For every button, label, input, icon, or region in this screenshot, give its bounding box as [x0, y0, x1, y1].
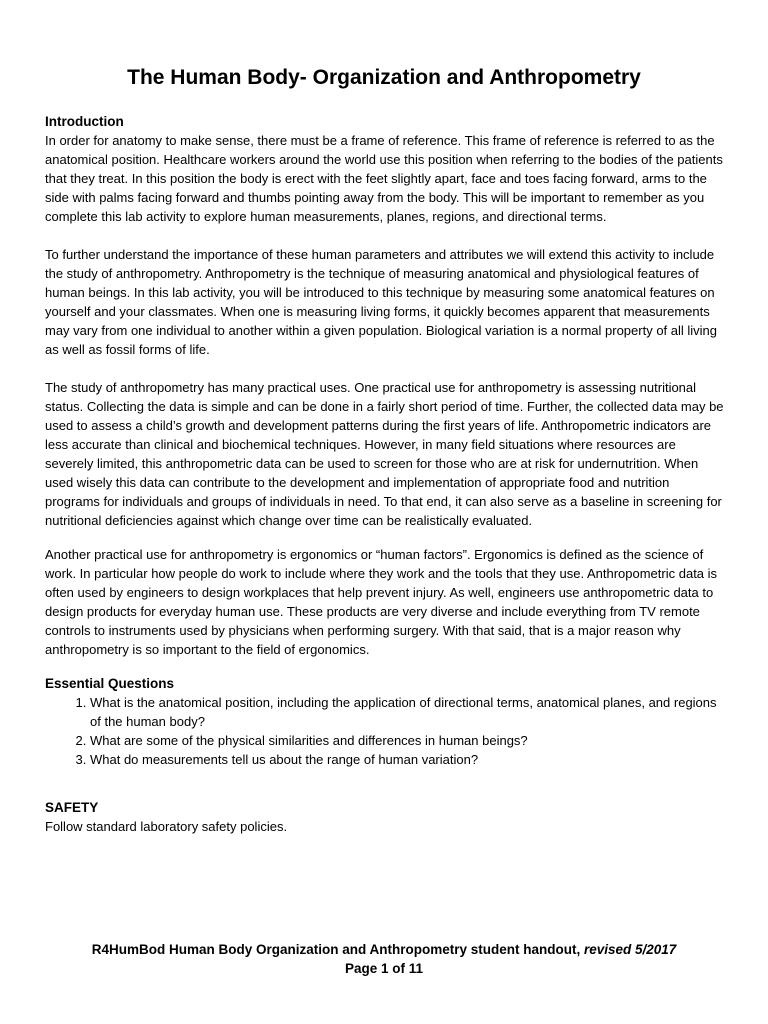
safety-text: Follow standard laboratory safety policies.	[45, 819, 288, 834]
document-title: The Human Body- Organization and Anthropometry	[127, 66, 641, 89]
page-number: Page 1 of 11	[344, 961, 424, 976]
intro-paragraph-1: In order for anatomy to make sense, there must be a frame of reference. This frame of reference is referred to as the anatomical position. Healthcare workers around the world use this position when referring to the bodies of the patients that they treat. In this position the body is erect with the feet slightly apart, face and toes facing forward, arms to the side with palms facing forward and thumbs pointing away from the body. This will be important to remember as you complete this lab activity to explore human measurements, planes, regions, and directional terms.	[45, 133, 723, 224]
essential-questions-section	[45, 674, 725, 769]
safety-section	[45, 798, 725, 836]
introduction-heading: Introduction	[45, 114, 124, 129]
intro-paragraph-3: The study of anthropometry has many practical uses. One practical use for anthropometry is assessing nutritional status. Collecting the data is simple and can be done in a fairly short period of time. Further, the collected data may be used to assess a child’s growth and development patterns during the first years of life. Anthropometric indicators are less accurate than clinical and biochemical techniques. However, in many field situations where resources are severely limited, this anthropometric data can be used to screen for those who are at risk for undernutrition. When used wisely this data can contribute to the development and implementation of appropriate food and nutrition programs for individuals and groups of individuals in need. To that end, it can also serve as a baseline in screening for nutritional deficiencies against which change over time can be realistically evaluated.	[45, 380, 724, 528]
essential-questions-list	[45, 693, 725, 769]
question-item: 2. What are some of the physical similarities and differences in human beings?	[90, 731, 725, 750]
safety-heading: SAFETY	[45, 800, 99, 815]
page-footer	[0, 940, 768, 978]
document-body	[45, 112, 725, 836]
footer-handout-title: R4HumBod Human Body Organization and Anthropometry student handout,	[91, 942, 584, 957]
introduction-section	[45, 112, 725, 659]
question-item: 1. What is the anatomical position, including the application of directional terms, anatomical planes, and regions of the human body?	[90, 693, 725, 731]
essential-questions-heading: Essential Questions	[45, 676, 175, 691]
footer-revision: revised 5/2017	[583, 942, 677, 957]
intro-paragraph-4: Another practical use for anthropometry is ergonomics or “human factors”. Ergonomics is defined as the science of work. In particular how people do work to include where they work and the tools that they use. Anthropometric data is often used by engineers to design workplaces that help prevent injury. As well, engineers use anthropometric data to design products for everyday human use. These products are very diverse and include everything from TV remote controls to instruments used by physicians when performing surgery. With that said, that is a major reason why anthropometry is so important to the field of ergonomics.	[45, 547, 718, 657]
intro-paragraph-2: To further understand the importance of these human parameters and attributes we will extend this activity to include the study of anthropometry. Anthropometry is the technique of measuring anatomical and physiological features of human beings. In this lab activity, you will be introduced to this technique by measuring some anatomical features on yourself and your classmates. When one is measuring living forms, it quickly becomes apparent that measurements may vary from one individual to another within a given population. Biological variation is a normal property of all living as well as fossil forms of life.	[45, 247, 718, 357]
question-item: 3. What do measurements tell us about the range of human variation?	[90, 750, 725, 769]
footer-line-1	[0, 940, 768, 959]
